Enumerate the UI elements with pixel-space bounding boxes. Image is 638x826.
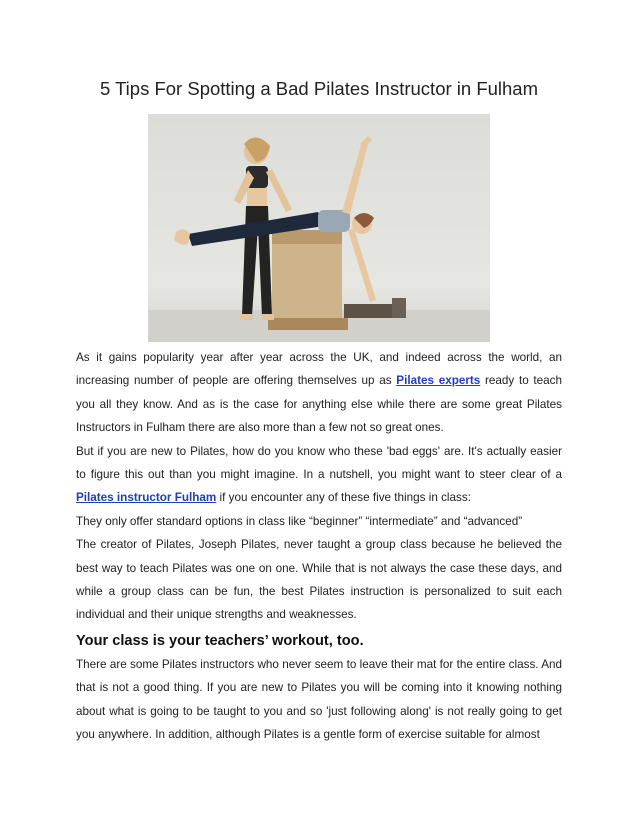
paragraph-new-text-2: if you encounter any of these five things in class:	[216, 491, 471, 505]
paragraph-intro-text-1: As it gains popularity year after year across the UK, and indeed across the world, an increasing number of people are offering themselves up as	[76, 351, 562, 388]
paragraph-new-text-1: But if you are new to Pilates, how do you know who these 'bad eggs' are. It's actually easier to figure this out than you might imagine. In a nutshell, you might want to steer clear of a	[76, 444, 562, 482]
document-body	[76, 346, 562, 747]
paragraph-intro	[76, 346, 562, 440]
pilates-photo	[148, 114, 490, 342]
pilates-experts-link[interactable]: Pilates experts	[396, 374, 481, 388]
pilates-instructor-fulham-link[interactable]: Pilates instructor Fulham	[76, 491, 217, 505]
paragraph-intro-text-2: ready to teach you all they know. And as is the case for anything else while there are some great Pilates Instructors in Fulham there are also more than a few not so great ones.	[76, 374, 562, 435]
document-title: 5 Tips For Spotting a Bad Pilates Instructor in Fulham	[99, 78, 539, 99]
paragraph-mat: There are some Pilates instructors who never seem to leave their mat for the entire class. And that is not a good thing. If you are new to Pilates you will be coming into it knowing nothing about what is going to be taught to you and so 'just following along' is not really going to get you anywhere. In addition, although Pilates is a gentle form of exercise suitable for almost	[76, 657, 562, 742]
section-heading-workout: Your class is your teachers’ workout, too.	[76, 632, 364, 649]
paragraph-joseph-pilates: The creator of Pilates, Joseph Pilates, never taught a group class because he believed the best way to teach Pilates was one on one. While that is not always the case these days, and while a group class can be fun, the best Pilates instruction is personalized to suit each individual and their unique strengths and weaknesses.	[76, 538, 562, 622]
paragraph-standard-options: They only offer standard options in class like “beginner” “intermediate” and “advanced”	[76, 514, 523, 528]
paragraph-new-to-pilates	[76, 440, 562, 510]
